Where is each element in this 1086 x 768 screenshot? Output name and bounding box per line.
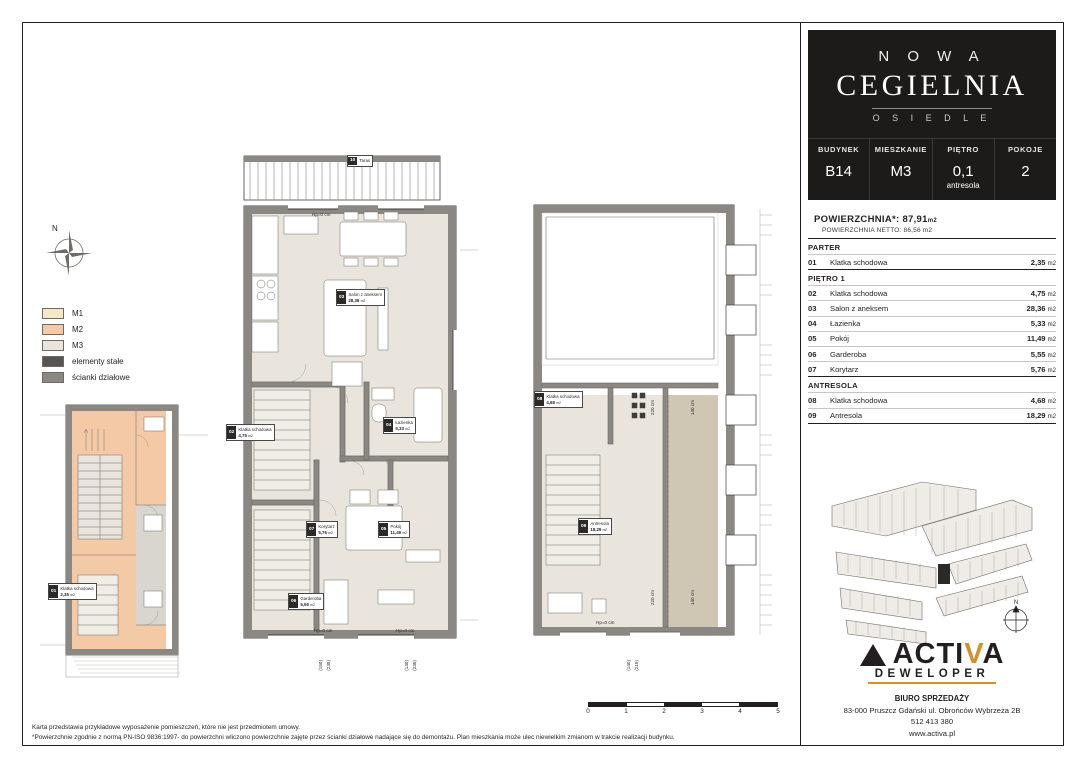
scale-tick-1: 1 xyxy=(624,708,628,715)
office-phone: 512 413 380 xyxy=(910,717,954,726)
dim-220-top: 220 cm xyxy=(650,400,655,416)
header-value-pokoje: 2 xyxy=(1021,163,1030,180)
area-row-name: Łazienka xyxy=(830,316,994,331)
table-row xyxy=(808,316,1056,331)
area-row-value: 5,55 m2 xyxy=(994,346,1056,361)
area-row-value: 4,75 m2 xyxy=(994,286,1056,301)
office-website[interactable]: www.activa.pl xyxy=(909,728,955,738)
header-col-pokoje xyxy=(994,139,1056,200)
legend-swatch-fixed xyxy=(42,356,64,367)
footer-note-1: Karta przedstawia przykładowe wyposażenie pomieszczeń, które nie jest przedmiotem umowy. xyxy=(32,724,301,731)
room-tag-08 xyxy=(534,391,583,408)
room-tag-name: Klatka schodowa xyxy=(60,586,94,591)
dim-h235a: (235) xyxy=(326,660,331,671)
total-area-unit: m2 xyxy=(927,218,937,224)
developer-logo-block xyxy=(808,638,1056,739)
area-table xyxy=(808,238,1056,424)
area-row-no: 01 xyxy=(808,255,830,270)
header-label-mieszkanie: MIESZKANIE xyxy=(874,145,927,154)
developer-contact xyxy=(808,693,1056,739)
dim-220-bottom: 220 cm xyxy=(650,590,655,606)
footer-notes xyxy=(32,723,802,742)
dim-hp-bottom-right: Hp=0 cm xyxy=(396,628,415,633)
header-col-pietro xyxy=(932,139,994,200)
dim-hp-top: Hp=0 cm xyxy=(312,212,331,217)
office-label: BIURO SPRZEDAŻY xyxy=(894,694,970,703)
room-tag-area: 11,49 m2 xyxy=(390,529,408,535)
scale-tick-5: 5 xyxy=(776,708,780,715)
room-tag-area: 5,33 m2 xyxy=(395,425,410,431)
room-tag-name: Korytarz xyxy=(318,524,335,529)
area-row-no: 03 xyxy=(808,301,830,316)
area-row-value: 5,76 m2 xyxy=(994,362,1056,377)
room-tag-01 xyxy=(48,583,97,600)
room-tag-name: Antresola xyxy=(590,521,609,526)
scale-tick-2: 2 xyxy=(662,708,666,715)
area-row-no: 04 xyxy=(808,316,830,331)
table-row xyxy=(808,393,1056,408)
plan-antresola xyxy=(520,195,790,655)
area-group-parter: PARTER xyxy=(808,239,1056,255)
office-address: 83-000 Pruszcz Gdański ul. Obrońców Wybrzeża 2B xyxy=(843,705,1021,715)
room-tag-number: 07 xyxy=(307,523,316,536)
room-tag-number: 03 xyxy=(337,291,346,304)
room-tag-10 xyxy=(347,155,373,167)
brand-block xyxy=(808,30,1056,200)
activa-triangle-icon xyxy=(860,644,886,666)
area-group-antresola: ANTRESOLA xyxy=(808,377,1056,393)
total-area-label: POWIERZCHNIA*: xyxy=(814,214,900,225)
room-tag-area: 5,55 m2 xyxy=(300,601,315,607)
legend-label-m1: M1 xyxy=(72,309,84,318)
room-tag-name: Klatka schodowa xyxy=(546,394,580,399)
total-area-value: 87,91 xyxy=(902,214,928,225)
room-tag-09 xyxy=(578,518,612,535)
header-col-mieszkanie xyxy=(869,139,931,200)
area-row-no: 08 xyxy=(808,393,830,408)
room-tag-number: 10 xyxy=(350,158,356,163)
legend xyxy=(42,308,192,388)
table-row xyxy=(808,255,1056,270)
area-row-value: 2,35 m2 xyxy=(994,255,1056,270)
dim-w150: (150) xyxy=(318,660,323,671)
compass-icon xyxy=(38,222,100,284)
brand-name-top: N O W A xyxy=(878,48,986,65)
area-row-name: Pokój xyxy=(830,331,994,346)
area-row-name: Klatka schodowa xyxy=(830,255,994,270)
area-row-name: Klatka schodowa xyxy=(830,393,994,408)
dim-140-bottom: 140 cm xyxy=(690,590,695,606)
room-tag-number: 01 xyxy=(49,585,58,598)
dim-h235b: (235) xyxy=(412,660,417,671)
room-tag-name: Klatka schodowa xyxy=(238,427,272,432)
area-row-no: 07 xyxy=(808,362,830,377)
room-tag-name: Garderoba xyxy=(300,596,322,601)
legend-item-m2 xyxy=(42,324,192,335)
area-row-name: Korytarz xyxy=(830,362,994,377)
room-tag-area: 5,76 m2 xyxy=(318,529,333,535)
room-tag-06 xyxy=(288,593,324,610)
legend-item-m1 xyxy=(42,308,192,319)
legend-label-m2: M2 xyxy=(72,325,84,334)
room-tag-02 xyxy=(226,424,275,441)
room-tag-area: 4,68 m2 xyxy=(546,399,561,405)
legend-item-fixed xyxy=(42,356,192,367)
site-plan-map xyxy=(826,460,1038,650)
room-tag-number: 09 xyxy=(579,520,588,533)
scale-tick-4: 4 xyxy=(738,708,742,715)
plan-parter xyxy=(40,395,210,695)
area-row-no: 09 xyxy=(808,408,830,423)
table-row xyxy=(808,408,1056,423)
legend-item-partition xyxy=(42,372,192,383)
room-tag-04 xyxy=(383,417,416,434)
header-value-mieszkanie: M3 xyxy=(890,163,912,180)
legend-swatch-m1 xyxy=(42,308,64,319)
area-row-no: 05 xyxy=(808,331,830,346)
room-tag-area: 28,36 m2 xyxy=(348,297,366,303)
table-row xyxy=(808,286,1056,301)
room-tag-03 xyxy=(336,289,385,306)
svg-text:N: N xyxy=(1013,600,1019,606)
dim-hp-bottom-left: Hp=0 cm xyxy=(314,628,333,633)
area-row-no: 02 xyxy=(808,286,830,301)
header-value-pietro: 0,1 xyxy=(952,163,974,180)
dim-140-top: 140 cm xyxy=(690,400,695,416)
header-value-budynek: B14 xyxy=(825,163,852,180)
area-schedule xyxy=(808,210,1056,424)
dim-hp-antresola: Hp=0 cm xyxy=(596,620,615,625)
scale-tick-0: 0 xyxy=(586,708,590,715)
area-row-value: 11,49 m2 xyxy=(994,331,1056,346)
area-row-value: 18,29 m2 xyxy=(994,408,1056,423)
area-row-name: Antresola xyxy=(830,408,994,423)
room-tag-area: 2,35 m2 xyxy=(60,591,75,597)
brand-divider xyxy=(872,108,992,109)
area-group-pietro1: PIĘTRO 1 xyxy=(808,270,1056,286)
area-row-name: Klatka schodowa xyxy=(830,286,994,301)
brand-name-sub: O S I E D L E xyxy=(872,113,992,123)
header-label-budynek: BUDYNEK xyxy=(817,145,860,154)
table-row xyxy=(808,301,1056,316)
brand-name-main: CEGIELNIA xyxy=(836,69,1028,102)
area-row-no: 06 xyxy=(808,346,830,361)
scale-bar-ticks xyxy=(588,707,778,717)
room-tag-number: 04 xyxy=(384,419,393,432)
area-row-name: Garderoba xyxy=(830,346,994,361)
area-row-value: 4,68 m2 xyxy=(994,393,1056,408)
room-tag-area: 18,29 m2 xyxy=(590,526,608,532)
room-tag-number: 05 xyxy=(379,523,388,536)
legend-label-m3: M3 xyxy=(72,341,84,350)
dim-h215: (215) xyxy=(634,660,639,671)
net-area-subtitle: POWIERZCHNIA NETTO: 86,56 m2 xyxy=(822,227,933,234)
room-tag-name: Łazienka xyxy=(395,420,413,425)
header-label-pietro: PIĘTRO xyxy=(947,145,979,154)
compass-north-label: N xyxy=(52,224,58,233)
room-tag-number: 06 xyxy=(289,595,298,608)
room-tag-area: 4,75 m2 xyxy=(238,432,253,438)
legend-label-partition: ścianki działowe xyxy=(72,373,130,382)
unit-header-row xyxy=(808,138,1056,200)
plan-pietro-1 xyxy=(228,150,528,690)
footer-note-2: *Powierzchnie zgodnie z normą PN-ISO 9836:1997- do powierzchni wliczono powierzchnie zajęte przez ścianki działowe nadające się do demontażu. Plan mieszkania może ulec niewielkim zmianom w trakcie realizacji budynku. xyxy=(32,733,675,741)
dim-w140b: (140) xyxy=(626,660,631,671)
room-tag-number: 02 xyxy=(227,426,236,439)
legend-swatch-partition xyxy=(42,372,64,383)
developer-logo-sub: DEWELOPER xyxy=(874,668,990,680)
header-col-budynek xyxy=(808,139,869,200)
scale-bar xyxy=(588,702,778,717)
header-subvalue-pietro: antresola xyxy=(946,181,980,190)
room-tag-05 xyxy=(378,521,410,538)
room-tag-name: Salon z aneksem xyxy=(348,292,383,297)
room-tag-name: Pokój xyxy=(390,524,402,529)
area-row-value: 5,33 m2 xyxy=(994,316,1056,331)
room-tag-number: 08 xyxy=(535,393,544,406)
legend-swatch-m3 xyxy=(42,340,64,351)
room-tag-name: Taras xyxy=(359,158,371,163)
legend-label-fixed: elementy stałe xyxy=(72,357,124,366)
total-area-title xyxy=(808,210,1056,225)
area-row-name: Salon z aneksem xyxy=(830,301,994,316)
table-row xyxy=(808,346,1056,361)
developer-logo-rule xyxy=(868,682,996,684)
area-row-value: 28,36 m2 xyxy=(994,301,1056,316)
room-tag-07 xyxy=(306,521,338,538)
header-label-pokoje: POKOJE xyxy=(1007,145,1043,154)
scale-tick-3: 3 xyxy=(700,708,704,715)
developer-logo-word: ACTIVA xyxy=(892,638,1005,670)
table-row xyxy=(808,362,1056,377)
brand-logo xyxy=(808,48,1056,123)
legend-item-m3 xyxy=(42,340,192,351)
legend-swatch-m2 xyxy=(42,324,64,335)
table-row xyxy=(808,331,1056,346)
dim-w140: (140) xyxy=(404,660,409,671)
